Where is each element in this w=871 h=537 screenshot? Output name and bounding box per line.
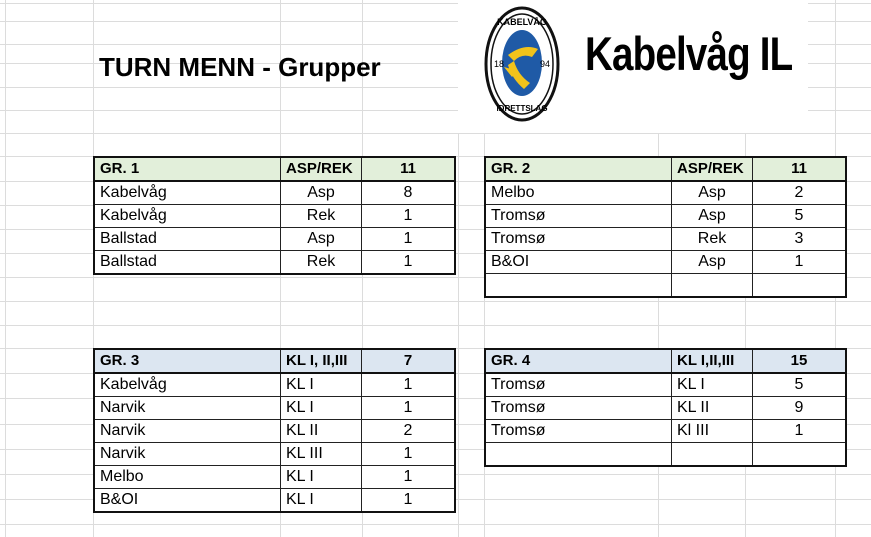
place-cell bbox=[485, 274, 672, 298]
table-row bbox=[94, 373, 455, 397]
table-row bbox=[94, 181, 455, 205]
table-row bbox=[485, 443, 846, 467]
level-cell: Asp bbox=[281, 181, 362, 205]
level-cell: KL I bbox=[281, 466, 362, 489]
level-header: ASP/REK bbox=[672, 157, 753, 181]
count-cell bbox=[753, 274, 847, 298]
level-cell: Rek bbox=[281, 251, 362, 275]
place-cell: Narvik bbox=[94, 420, 281, 443]
table-header-row bbox=[485, 349, 846, 373]
table-row bbox=[94, 420, 455, 443]
group-1-table bbox=[93, 156, 456, 275]
level-header: KL I,II,III bbox=[672, 349, 753, 373]
group-name: GR. 1 bbox=[94, 157, 281, 181]
count-cell: 1 bbox=[362, 397, 456, 420]
group-total: 11 bbox=[753, 157, 847, 181]
level-cell: KL II bbox=[281, 420, 362, 443]
count-cell: 5 bbox=[753, 205, 847, 228]
emblem-bottom-text: IDRETTSLAG bbox=[496, 104, 548, 113]
level-header: KL I, II,III bbox=[281, 349, 362, 373]
place-cell: B&OI bbox=[94, 489, 281, 513]
count-cell: 1 bbox=[362, 443, 456, 466]
table-row bbox=[485, 420, 846, 443]
place-cell: Kabelvåg bbox=[94, 205, 281, 228]
level-cell: Kl III bbox=[672, 420, 753, 443]
level-cell: KL II bbox=[672, 397, 753, 420]
table-row bbox=[94, 443, 455, 466]
place-cell: B&OI bbox=[485, 251, 672, 274]
table-row bbox=[485, 373, 846, 397]
level-cell bbox=[672, 274, 753, 298]
emblem-left-number: 18 bbox=[493, 59, 505, 69]
club-emblem-icon bbox=[484, 5, 560, 123]
level-cell: Asp bbox=[672, 251, 753, 274]
level-cell: Asp bbox=[672, 181, 753, 205]
place-cell bbox=[485, 443, 672, 467]
table-row bbox=[485, 228, 846, 251]
table-row bbox=[94, 251, 455, 275]
place-cell: Tromsø bbox=[485, 420, 672, 443]
table-header-row bbox=[94, 157, 455, 181]
count-cell: 8 bbox=[362, 181, 456, 205]
level-cell: Asp bbox=[281, 228, 362, 251]
place-cell: Melbo bbox=[94, 466, 281, 489]
group-name: GR. 4 bbox=[485, 349, 672, 373]
place-cell: Tromsø bbox=[485, 397, 672, 420]
table-row bbox=[485, 251, 846, 274]
count-cell: 1 bbox=[753, 251, 847, 274]
count-cell: 1 bbox=[753, 420, 847, 443]
table-row bbox=[94, 466, 455, 489]
emblem-right-number: 94 bbox=[539, 59, 551, 69]
level-cell: Asp bbox=[672, 205, 753, 228]
table-row bbox=[485, 181, 846, 205]
count-cell: 2 bbox=[362, 420, 456, 443]
count-cell: 1 bbox=[362, 228, 456, 251]
table-header-row bbox=[485, 157, 846, 181]
table-row bbox=[94, 205, 455, 228]
level-cell: Rek bbox=[281, 205, 362, 228]
table-row bbox=[485, 274, 846, 298]
page-title: TURN MENN - Grupper bbox=[99, 52, 381, 82]
table-row bbox=[94, 489, 455, 513]
group-4-table bbox=[484, 348, 847, 467]
level-cell: KL I bbox=[672, 373, 753, 397]
table-row bbox=[94, 397, 455, 420]
place-cell: Narvik bbox=[94, 397, 281, 420]
count-cell: 2 bbox=[753, 181, 847, 205]
count-cell: 1 bbox=[362, 466, 456, 489]
group-2-table bbox=[484, 156, 847, 298]
group-total: 11 bbox=[362, 157, 456, 181]
group-total: 7 bbox=[362, 349, 456, 373]
place-cell: Kabelvåg bbox=[94, 373, 281, 397]
count-cell: 1 bbox=[362, 251, 456, 275]
table-row bbox=[485, 205, 846, 228]
place-cell: Ballstad bbox=[94, 251, 281, 275]
level-cell: KL III bbox=[281, 443, 362, 466]
place-cell: Tromsø bbox=[485, 373, 672, 397]
table-row bbox=[94, 228, 455, 251]
count-cell bbox=[753, 443, 847, 467]
count-cell: 1 bbox=[362, 205, 456, 228]
group-total: 15 bbox=[753, 349, 847, 373]
place-cell: Tromsø bbox=[485, 205, 672, 228]
place-cell: Melbo bbox=[485, 181, 672, 205]
level-cell: KL I bbox=[281, 373, 362, 397]
table-header-row bbox=[94, 349, 455, 373]
place-cell: Ballstad bbox=[94, 228, 281, 251]
level-header: ASP/REK bbox=[281, 157, 362, 181]
level-cell: Rek bbox=[672, 228, 753, 251]
place-cell: Kabelvåg bbox=[94, 181, 281, 205]
group-name: GR. 3 bbox=[94, 349, 281, 373]
count-cell: 1 bbox=[362, 489, 456, 513]
place-cell: Tromsø bbox=[485, 228, 672, 251]
place-cell: Narvik bbox=[94, 443, 281, 466]
level-cell bbox=[672, 443, 753, 467]
count-cell: 5 bbox=[753, 373, 847, 397]
group-name: GR. 2 bbox=[485, 157, 672, 181]
table-row bbox=[485, 397, 846, 420]
level-cell: KL I bbox=[281, 397, 362, 420]
count-cell: 1 bbox=[362, 373, 456, 397]
count-cell: 3 bbox=[753, 228, 847, 251]
emblem-top-text: KABELVÅG bbox=[497, 17, 547, 27]
level-cell: KL I bbox=[281, 489, 362, 513]
count-cell: 9 bbox=[753, 397, 847, 420]
club-name: Kabelvåg IL bbox=[585, 27, 793, 80]
group-3-table bbox=[93, 348, 456, 513]
